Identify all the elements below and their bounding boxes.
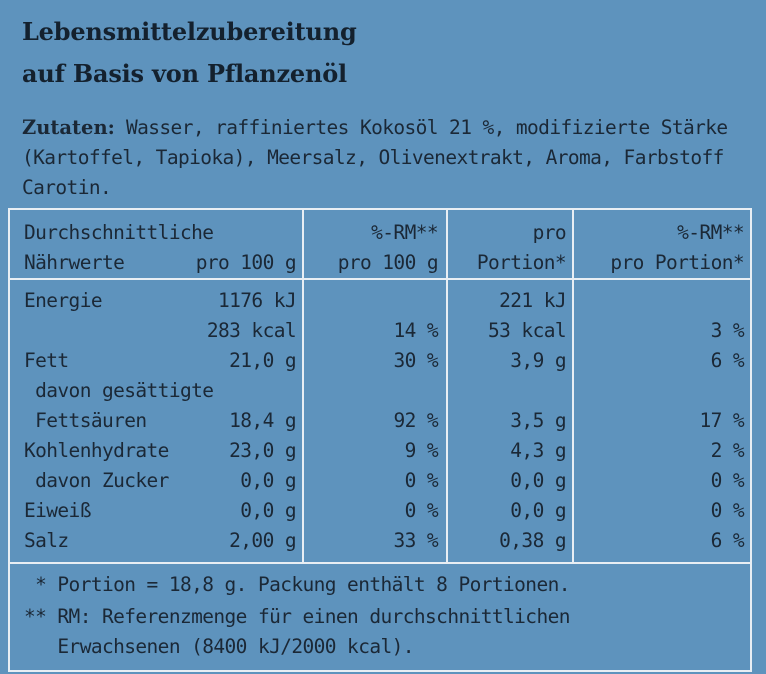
ingredients-paragraph xyxy=(22,113,742,203)
rm-per-100g: 0 % xyxy=(404,499,438,522)
rm-per-portion: 0 % xyxy=(710,499,744,522)
value-per-portion: 0,38 g xyxy=(499,529,566,552)
rm-per-100g: 14 % xyxy=(393,319,438,342)
header-divider xyxy=(10,278,750,280)
nutrition-table xyxy=(8,208,752,672)
header-col4-line2: Portion* xyxy=(476,251,566,274)
rm-per-100g: 30 % xyxy=(393,349,438,372)
value-per-portion: 221 kJ xyxy=(499,289,566,312)
value-per-portion: 3,5 g xyxy=(510,409,566,432)
ingredients-text: Wasser, raffiniertes Kokosöl 21 %, modifizierte Stärke (Kartoffel, Tapioka), Meersalz, Olivenextrakt, Aroma, Farbstoff Carotin. xyxy=(22,116,728,199)
nutrient-name: Energie xyxy=(24,289,102,312)
header-col3-line1: %-RM** xyxy=(371,221,438,244)
value-per-100g: 18,4 g xyxy=(229,409,296,432)
ingredients-label: Zutaten: xyxy=(22,116,115,139)
footnote-portion: * Portion = 18,8 g. Packung enthält 8 Portionen. xyxy=(24,573,570,596)
rm-per-portion: 6 % xyxy=(710,349,744,372)
value-per-portion: 3,9 g xyxy=(510,349,566,372)
value-per-100g: 23,0 g xyxy=(229,439,296,462)
nutrient-name: Salz xyxy=(24,529,69,552)
footnote-rm-continued: Erwachsenen (8400 kJ/2000 kcal). xyxy=(24,635,414,658)
value-per-portion: 4,3 g xyxy=(510,439,566,462)
header-col4-line1: pro xyxy=(532,221,566,244)
value-per-portion: 0,0 g xyxy=(510,469,566,492)
rm-per-portion: 3 % xyxy=(710,319,744,342)
footnote-divider xyxy=(10,562,750,564)
rm-per-100g: 33 % xyxy=(393,529,438,552)
header-col2: pro 100 g xyxy=(195,251,296,274)
column-divider xyxy=(302,210,304,564)
rm-per-portion: 6 % xyxy=(710,529,744,552)
header-col1-line2: Nährwerte xyxy=(24,251,125,274)
column-divider xyxy=(446,210,448,564)
value-per-portion: 0,0 g xyxy=(510,499,566,522)
value-per-100g: 2,00 g xyxy=(229,529,296,552)
header-col3-line2: pro 100 g xyxy=(337,251,438,274)
column-divider xyxy=(572,210,574,564)
value-per-100g: 0,0 g xyxy=(240,499,296,522)
value-per-100g: 0,0 g xyxy=(240,469,296,492)
rm-per-portion: 0 % xyxy=(710,469,744,492)
rm-per-100g: 92 % xyxy=(393,409,438,432)
header-col5-line2: pro Portion* xyxy=(610,251,744,274)
rm-per-100g: 9 % xyxy=(404,439,438,462)
footnote-rm: ** RM: Referenzmenge für einen durchschnittlichen xyxy=(24,605,570,628)
nutrient-name: davon Zucker xyxy=(24,469,169,492)
rm-per-portion: 17 % xyxy=(699,409,744,432)
nutrient-name: Fett xyxy=(24,349,69,372)
nutrient-name: davon gesättigte xyxy=(24,379,214,402)
rm-per-portion: 2 % xyxy=(710,439,744,462)
nutrient-name: Kohlenhydrate xyxy=(24,439,169,462)
nutrient-name: Eiweiß xyxy=(24,499,91,522)
product-title-line-1: Lebensmittelzubereitung xyxy=(22,17,357,46)
value-per-100g: 1176 kJ xyxy=(218,289,296,312)
value-per-100g: 283 kcal xyxy=(206,319,296,342)
header-col5-line1: %-RM** xyxy=(677,221,744,244)
value-per-portion: 53 kcal xyxy=(488,319,566,342)
rm-per-100g: 0 % xyxy=(404,469,438,492)
product-title-line-2: auf Basis von Pflanzenöl xyxy=(22,59,347,88)
header-col1-line1: Durchschnittliche xyxy=(24,221,214,244)
nutrient-name: Fettsäuren xyxy=(24,409,147,432)
value-per-100g: 21,0 g xyxy=(229,349,296,372)
